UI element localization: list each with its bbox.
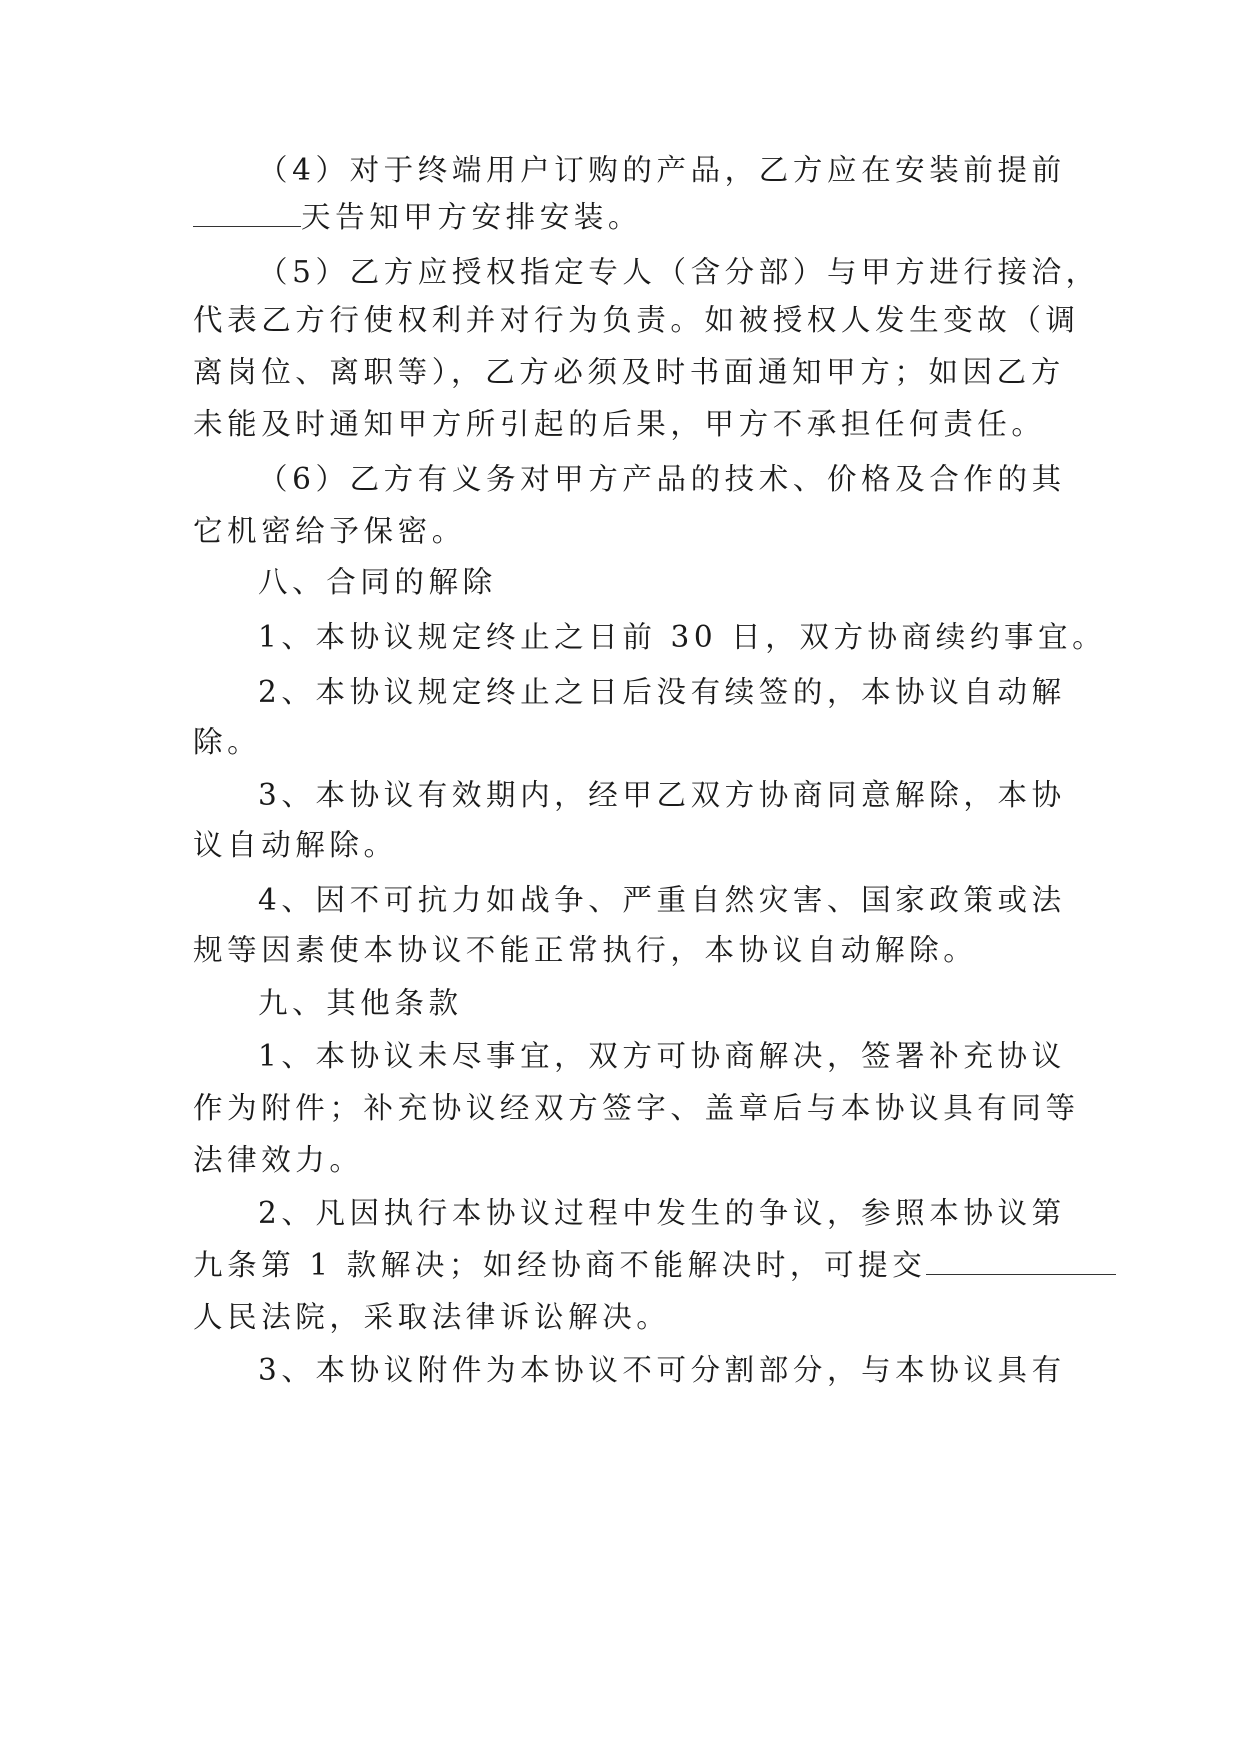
paragraph-5-line-4: 未能及时通知甲方所引起的后果，甲方不承担任何责任。 — [193, 407, 1046, 441]
section-9-item-2-line-1: 2、凡因执行本协议过程中发生的争议，参照本协议第 — [258, 1196, 1066, 1230]
section-9-item-2-line-3: 人民法院，采取法律诉讼解决。 — [193, 1300, 671, 1334]
fill-in-blank-days[interactable] — [193, 198, 301, 227]
section-8-item-2-line-1: 2、本协议规定终止之日后没有续签的，本协议自动解 — [258, 675, 1066, 709]
section-9-heading: 九、其他条款 — [258, 986, 463, 1020]
section-9-item-3-line-1: 3、本协议附件为本协议不可分割部分，与本协议具有 — [258, 1353, 1066, 1387]
paragraph-5-line-2: 代表乙方行使权利并对行为负责。如被授权人发生变故（调 — [193, 303, 1080, 337]
paragraph-6-line-1: （6）乙方有义务对甲方产品的技术、价格及合作的其 — [258, 462, 1066, 496]
section-8-item-2-line-2: 除。 — [193, 725, 262, 759]
paragraph-5-line-3: 离岗位、离职等），乙方必须及时书面通知甲方；如因乙方 — [193, 355, 1065, 389]
section-8-item-3-line-2: 议自动解除。 — [193, 828, 398, 862]
paragraph-4-line-2-text: 天告知甲方安排安装。 — [301, 200, 643, 234]
section-8-item-3-line-1: 3、本协议有效期内，经甲乙双方协商同意解除，本协 — [258, 778, 1066, 812]
paragraph-4-line-2 — [193, 197, 642, 237]
section-9-item-1-line-1: 1、本协议未尽事宜，双方可协商解决，签署补充协议 — [258, 1039, 1066, 1073]
section-8-item-4-line-1: 4、因不可抗力如战争、严重自然灾害、国家政策或法 — [258, 883, 1066, 917]
section-9-item-2-line-2-text: 九条第 1 款解决；如经协商不能解决时，可提交 — [193, 1248, 927, 1282]
section-9-item-1-line-2: 作为附件；补充协议经双方签字、盖章后与本协议具有同等 — [193, 1091, 1080, 1125]
paragraph-6-line-2: 它机密给予保密。 — [193, 514, 466, 548]
fill-in-blank-court[interactable] — [926, 1246, 1116, 1275]
section-8-heading: 八、合同的解除 — [258, 565, 497, 599]
section-8-item-1: 1、本协议规定终止之日前 30 日，双方协商续约事宜。 — [258, 620, 1107, 654]
section-9-item-1-line-3: 法律效力。 — [193, 1143, 364, 1177]
section-9-item-2-line-2 — [193, 1245, 1116, 1285]
paragraph-4-line-1: （4）对于终端用户订购的产品，乙方应在安装前提前 — [258, 153, 1066, 187]
paragraph-5-line-1: （5）乙方应授权指定专人（含分部）与甲方进行接洽， — [258, 255, 1100, 289]
section-8-item-4-line-2: 规等因素使本协议不能正常执行，本协议自动解除。 — [193, 933, 978, 967]
